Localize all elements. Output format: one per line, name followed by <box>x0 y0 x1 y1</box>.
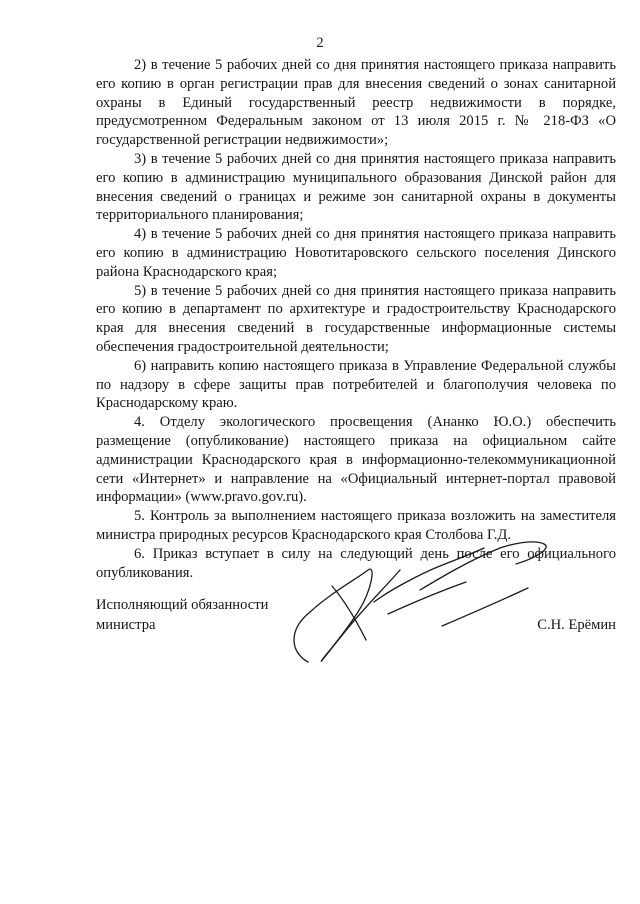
paragraph-clause-5: 5. Контроль за выполнением настоящего приказа возложить на заместителя министра природных ресурсов Краснодарского края Столбова Г.Д. <box>96 508 616 543</box>
paragraph-item-5: 5) в течение 5 рабочих дней со дня принятия настоящего приказа направить его копию в департамент по архитектуре и градостроительству Краснодарского края для внесения сведений в государственные информационные системы обеспечения градостроительной деятельности; <box>96 282 616 355</box>
paragraph-item-4: 4) в течение 5 рабочих дней со дня принятия настоящего приказа направить его копию в администрацию Новотитаровского сельского поселения Динского района Краснодарского края; <box>96 226 616 280</box>
paragraph-item-3: 3) в течение 5 рабочих дней со дня принятия настоящего приказа направить его копию в администрацию муниципального образования Динской район для внесения сведений о границах и режиме зон санитарной охраны в документы территориального планирования; <box>96 150 616 224</box>
paragraph-clause-6: 6. Приказ вступает в силу на следующий день после его официального опубликования. <box>96 545 616 581</box>
signatory-position <box>96 595 268 635</box>
signatory-position-line2: министра <box>96 617 156 633</box>
signatory-name: С.Н. Ерёмин <box>537 617 616 633</box>
paragraph-clause-4: 4. Отделу экологического просвещения (Ананко Ю.О.) обеспечить размещение (опубликование) настоящего приказа на официальном сайте администрации Краснодарского края в информационно-телекоммуникационной сети «Интернет» и направление на «Официальный интернет-портал правовой информации» (www.pravo.gov.ru). <box>96 414 616 506</box>
page-number: 2 <box>316 35 324 51</box>
paragraph-item-6: 6) направить копию настоящего приказа в Управление Федеральной службы по надзору в сфере защиты прав потребителей и благополучия человека по Краснодарскому краю. <box>96 357 616 412</box>
paragraph-item-2: 2) в течение 5 рабочих дней со дня принятия настоящего приказа направить его копию в орган регистрации прав для внесения сведений о зонах санитарной охраны в Единый государственный реестр недвижимости в порядке, предусмотренном Федеральным законом от 13 июля 2015 г. № 218-ФЗ «О государственной регистрации недвижимости»; <box>96 57 616 149</box>
document-body <box>96 56 616 582</box>
signatory-position-line1: Исполняющий обязанности <box>96 597 269 613</box>
handwritten-signature <box>270 530 570 670</box>
